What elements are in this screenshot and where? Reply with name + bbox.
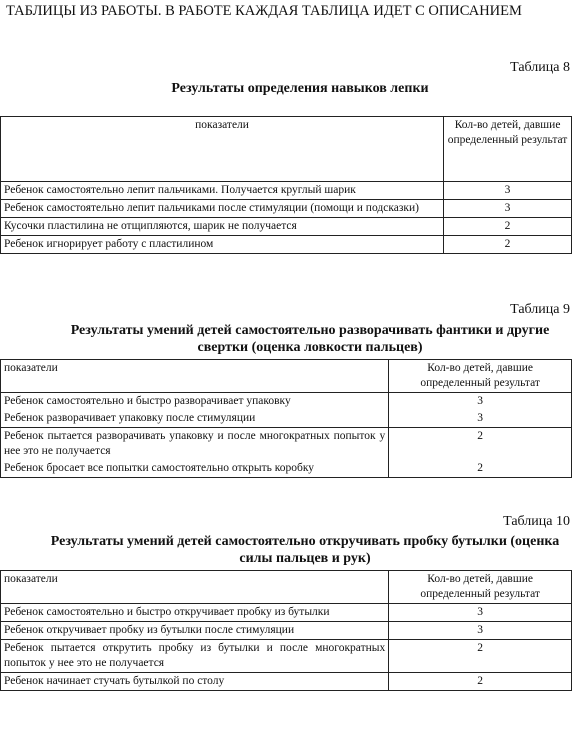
table-cell: Ребенок игнорирует работу с пластилином — [1, 236, 444, 254]
table-cell: 2 — [444, 236, 572, 254]
table-cell: 3 — [444, 182, 572, 200]
table-10-title: Результаты умений детей самостоятельно откручивать пробку бутылки (оценка силы пальцев и рук) — [50, 534, 560, 566]
table-10-number: Таблица 10 — [503, 514, 570, 529]
table-row — [1, 640, 572, 673]
table-row — [1, 200, 572, 218]
table-cell: Ребенок бросает все попытки самостоятельно открыть коробку — [1, 460, 389, 478]
table-cell: 2 — [389, 640, 572, 673]
table-cell: 3 — [389, 410, 572, 428]
table-row — [1, 236, 572, 254]
table-row — [1, 673, 572, 691]
table-cell: Ребенок откручивает пробку из бутылки после стимуляции — [1, 622, 389, 640]
table-8-header-count: Кол-во детей, давшие определенный результат — [444, 117, 572, 182]
table-row — [1, 604, 572, 622]
table-cell: Ребенок пытается открутить пробку из бутылки и после многократных попыток у нее это не получается — [1, 640, 389, 673]
table-row — [1, 218, 572, 236]
table-8-header-indicators: показатели — [1, 117, 444, 182]
table-8-number: Таблица 8 — [510, 60, 570, 75]
table-cell: Ребенок самостоятельно и быстро разворачивает упаковку — [1, 393, 389, 411]
page-heading: ТАБЛИЦЫ ИЗ РАБОТЫ. В РАБОТЕ КАЖДАЯ ТАБЛИЦА ИДЕТ С ОПИСАНИЕМ — [6, 3, 522, 19]
table-9-header-indicators: показатели — [1, 360, 389, 393]
table-10 — [0, 570, 572, 691]
table-row — [1, 460, 572, 478]
table-row — [1, 428, 572, 461]
table-cell: 3 — [444, 200, 572, 218]
table-9-title: Результаты умений детей самостоятельно разворачивать фантики и другие свертки (оценка ловкости пальцев) — [70, 323, 550, 355]
table-row — [1, 393, 572, 411]
table-9 — [0, 359, 572, 478]
table-row — [1, 410, 572, 428]
table-cell: 3 — [389, 393, 572, 411]
table-cell: 2 — [444, 218, 572, 236]
table-10-header-count: Кол-во детей, давшие определенный результат — [389, 571, 572, 604]
table-cell: Кусочки пластилина не отщипляются, шарик не получается — [1, 218, 444, 236]
table-cell: 3 — [389, 604, 572, 622]
table-cell: Ребенок самостоятельно лепит пальчиками. Получается круглый шарик — [1, 182, 444, 200]
table-cell: Ребенок разворачивает упаковку после стимуляции — [1, 410, 389, 428]
table-cell: 2 — [389, 460, 572, 478]
table-cell: Ребенок самостоятельно и быстро откручивает пробку из бутылки — [1, 604, 389, 622]
table-row — [1, 622, 572, 640]
table-cell: 3 — [389, 622, 572, 640]
table-cell: Ребенок пытается разворачивать упаковку и после многократных попыток у нее это не получается — [1, 428, 389, 461]
table-10-header-indicators: показатели — [1, 571, 389, 604]
table-8 — [0, 116, 572, 254]
table-cell: Ребенок начинает стучать бутылкой по столу — [1, 673, 389, 691]
table-9-number: Таблица 9 — [510, 302, 570, 317]
table-8-title: Результаты определения навыков лепки — [171, 81, 429, 96]
table-cell: Ребенок самостоятельно лепит пальчиками после стимуляции (помощи и подсказки) — [1, 200, 444, 218]
table-9-header-count: Кол-во детей, давшие определенный результат — [389, 360, 572, 393]
table-cell: 2 — [389, 428, 572, 461]
table-cell: 2 — [389, 673, 572, 691]
table-row — [1, 182, 572, 200]
